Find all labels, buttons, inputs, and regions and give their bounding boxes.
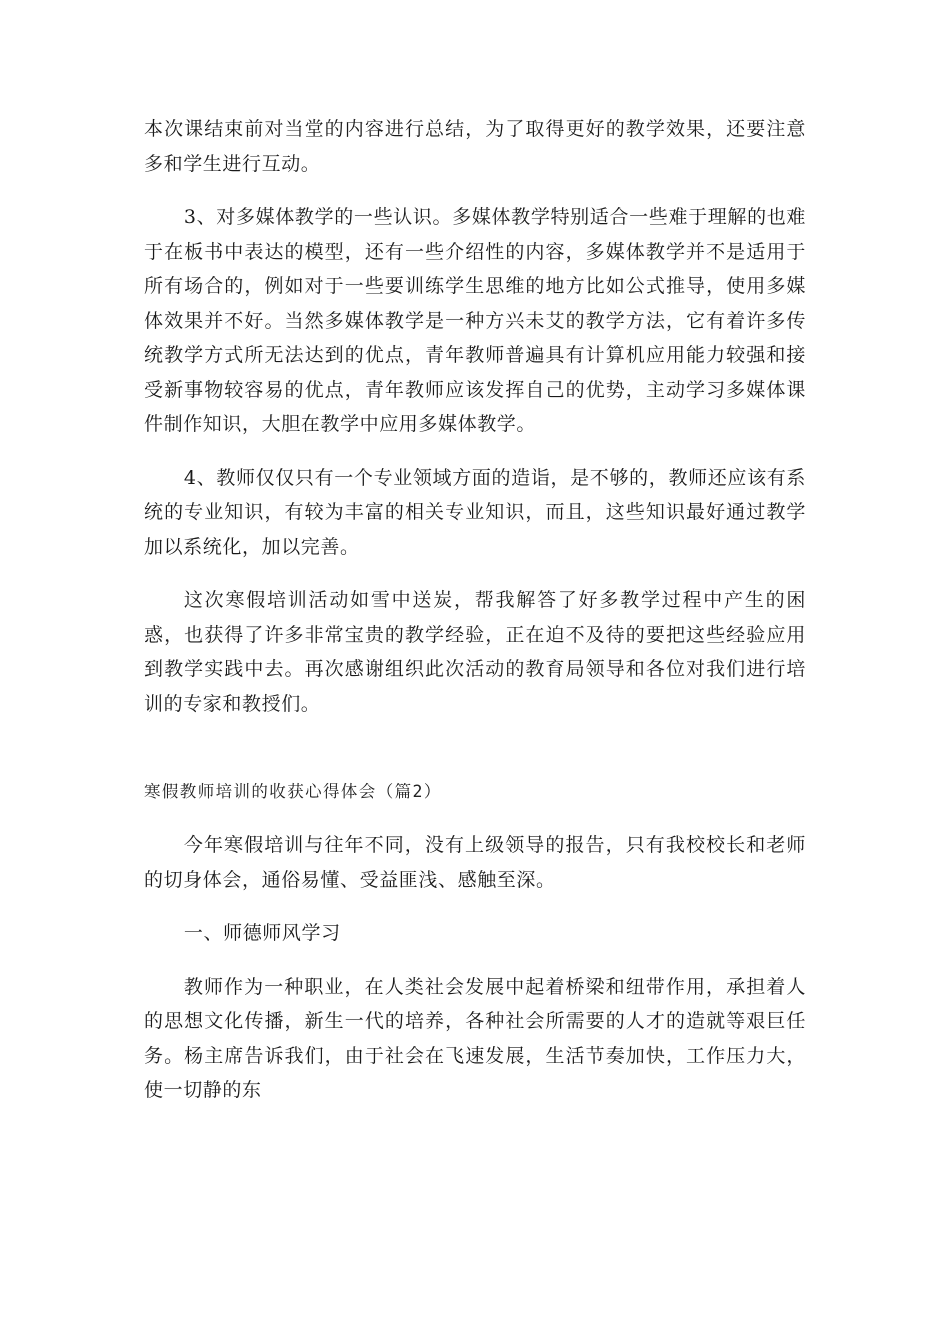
- paragraph-intro: 今年寒假培训与往年不同，没有上级领导的报告，只有我校校长和老师的切身体会，通俗易懂、受益匪浅、感触至深。: [144, 834, 806, 891]
- paragraph-teacher-role: 教师作为一种职业，在人类社会发展中起着桥梁和纽带作用，承担着人的思想文化传播，新生一代的培养，各种社会所需要的人才的造就等艰巨任务。杨主席告诉我们，由于社会在飞速发展，生活节奏加快，工作压力大，使一切静的东: [144, 975, 806, 1101]
- paragraph-summary: 本次课结束前对当堂的内容进行总结，为了取得更好的教学效果，还要注意多和学生进行互动。: [144, 118, 806, 175]
- document-page: [144, 112, 806, 1127]
- paragraph-thanks: 这次寒假培训活动如雪中送炭，帮我解答了好多教学过程中产生的困惑，也获得了许多非常宝贵的教学经验，正在迫不及待的要把这些经验应用到教学实践中去。再次感谢组织此次活动的教育局领导和各位对我们进行培训的专家和教授们。: [144, 589, 806, 715]
- paragraph-multimedia: 3、对多媒体教学的一些认识。多媒体教学特别适合一些难于理解的也难于在板书中表达的模型，还有一些介绍性的内容，多媒体教学并不是适用于所有场合的，例如对于一些要训练学生思维的地方比如公式推导，使用多媒体效果并不好。当然多媒体教学是一种方兴未艾的教学方法，它有着许多传统教学方式所无法达到的优点，青年教师普遍具有计算机应用能力较强和接受新事物较容易的优点，青年教师应该发挥自己的优势，主动学习多媒体课件制作知识，大胆在教学中应用多媒体教学。: [144, 206, 806, 435]
- section-title: 一、师德师风学习: [183, 922, 341, 944]
- article-heading: 寒假教师培训的收获心得体会（篇2）: [144, 782, 442, 801]
- paragraph-expertise: 4、教师仅仅只有一个专业领域方面的造诣，是不够的，教师还应该有系统的专业知识，有较为丰富的相关专业知识，而且，这些知识最好通过教学加以系统化，加以完善。: [144, 466, 806, 558]
